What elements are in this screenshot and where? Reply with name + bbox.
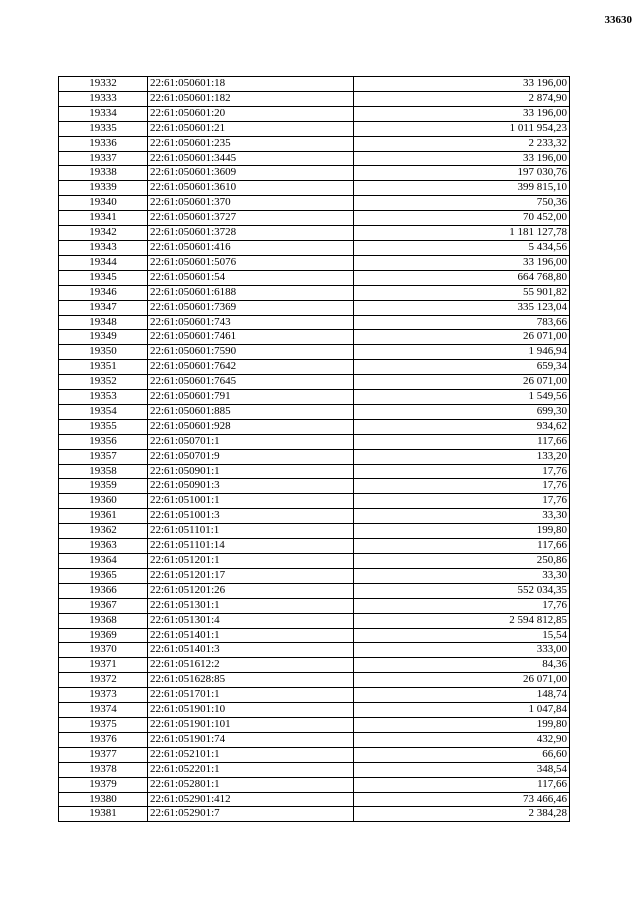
cadastral-number-cell: 22:61:052901:412	[148, 792, 354, 807]
table-row	[59, 688, 570, 703]
value-cell: 66,60	[354, 747, 570, 762]
value-cell: 250,86	[354, 554, 570, 569]
cadastral-number-cell: 22:61:050601:370	[148, 196, 354, 211]
cadastral-number-cell: 22:61:050701:1	[148, 434, 354, 449]
row-number-cell: 19334	[59, 106, 148, 121]
table-row	[59, 524, 570, 539]
cadastral-value-table	[58, 76, 570, 822]
value-cell: 17,76	[354, 464, 570, 479]
cadastral-number-cell: 22:61:051401:3	[148, 643, 354, 658]
value-cell: 148,74	[354, 688, 570, 703]
value-cell: 73 466,46	[354, 792, 570, 807]
value-cell: 117,66	[354, 434, 570, 449]
value-cell: 348,54	[354, 762, 570, 777]
row-number-cell: 19374	[59, 703, 148, 718]
cadastral-number-cell: 22:61:052801:1	[148, 777, 354, 792]
cadastral-number-cell: 22:61:050601:743	[148, 315, 354, 330]
table-row	[59, 807, 570, 822]
cadastral-number-cell: 22:61:051001:3	[148, 509, 354, 524]
row-number-cell: 19350	[59, 345, 148, 360]
cadastral-number-cell: 22:61:051901:101	[148, 717, 354, 732]
row-number-cell: 19333	[59, 91, 148, 106]
row-number-cell: 19369	[59, 628, 148, 643]
value-cell: 17,76	[354, 598, 570, 613]
value-cell: 17,76	[354, 494, 570, 509]
table-row	[59, 360, 570, 375]
value-cell: 934,62	[354, 419, 570, 434]
table-row	[59, 673, 570, 688]
table-row	[59, 509, 570, 524]
cadastral-number-cell: 22:61:050601:235	[148, 136, 354, 151]
table-row	[59, 151, 570, 166]
table-row	[59, 106, 570, 121]
row-number-cell: 19339	[59, 181, 148, 196]
row-number-cell: 19347	[59, 300, 148, 315]
value-cell: 15,54	[354, 628, 570, 643]
row-number-cell: 19348	[59, 315, 148, 330]
table-row	[59, 270, 570, 285]
row-number-cell: 19373	[59, 688, 148, 703]
table-row	[59, 628, 570, 643]
table-row	[59, 703, 570, 718]
table-row	[59, 777, 570, 792]
value-cell: 33 196,00	[354, 77, 570, 92]
cadastral-number-cell: 22:61:050601:3609	[148, 166, 354, 181]
cadastral-number-cell: 22:61:051901:74	[148, 732, 354, 747]
cadastral-number-cell: 22:61:052201:1	[148, 762, 354, 777]
row-number-cell: 19336	[59, 136, 148, 151]
cadastral-number-cell: 22:61:051301:1	[148, 598, 354, 613]
cadastral-number-cell: 22:61:050601:3727	[148, 211, 354, 226]
value-cell: 664 768,80	[354, 270, 570, 285]
table-row	[59, 717, 570, 732]
row-number-cell: 19380	[59, 792, 148, 807]
value-cell: 33 196,00	[354, 106, 570, 121]
value-cell: 33,30	[354, 568, 570, 583]
cadastral-number-cell: 22:61:050601:182	[148, 91, 354, 106]
cadastral-number-cell: 22:61:050601:5076	[148, 255, 354, 270]
table-row	[59, 494, 570, 509]
value-cell: 1 549,56	[354, 390, 570, 405]
value-cell: 2 594 812,85	[354, 613, 570, 628]
table-row	[59, 747, 570, 762]
row-number-cell: 19364	[59, 554, 148, 569]
value-cell: 1 011 954,23	[354, 121, 570, 136]
value-cell: 783,66	[354, 315, 570, 330]
row-number-cell: 19335	[59, 121, 148, 136]
table-row	[59, 404, 570, 419]
table-row	[59, 434, 570, 449]
table-row	[59, 643, 570, 658]
row-number-cell: 19353	[59, 390, 148, 405]
row-number-cell: 19346	[59, 285, 148, 300]
table-row	[59, 121, 570, 136]
table-row	[59, 613, 570, 628]
cadastral-number-cell: 22:61:050601:7369	[148, 300, 354, 315]
table-row	[59, 166, 570, 181]
table-row	[59, 315, 570, 330]
table-row	[59, 285, 570, 300]
value-cell: 1 181 127,78	[354, 226, 570, 241]
table-row	[59, 181, 570, 196]
cadastral-number-cell: 22:61:050601:7461	[148, 330, 354, 345]
row-number-cell: 19366	[59, 583, 148, 598]
value-cell: 55 901,82	[354, 285, 570, 300]
value-cell: 26 071,00	[354, 673, 570, 688]
cadastral-number-cell: 22:61:051101:14	[148, 539, 354, 554]
value-cell: 33 196,00	[354, 255, 570, 270]
row-number-cell: 19355	[59, 419, 148, 434]
table-row	[59, 568, 570, 583]
row-number-cell: 19379	[59, 777, 148, 792]
table-row	[59, 375, 570, 390]
value-cell: 399 815,10	[354, 181, 570, 196]
row-number-cell: 19378	[59, 762, 148, 777]
cadastral-number-cell: 22:61:050601:3610	[148, 181, 354, 196]
value-cell: 552 034,35	[354, 583, 570, 598]
table-row	[59, 464, 570, 479]
value-cell: 335 123,04	[354, 300, 570, 315]
row-number-cell: 19343	[59, 240, 148, 255]
table-row	[59, 583, 570, 598]
value-cell: 26 071,00	[354, 375, 570, 390]
cadastral-number-cell: 22:61:051201:1	[148, 554, 354, 569]
value-cell: 26 071,00	[354, 330, 570, 345]
row-number-cell: 19370	[59, 643, 148, 658]
row-number-cell: 19356	[59, 434, 148, 449]
cadastral-number-cell: 22:61:051401:1	[148, 628, 354, 643]
cadastral-number-cell: 22:61:051001:1	[148, 494, 354, 509]
row-number-cell: 19362	[59, 524, 148, 539]
row-number-cell: 19354	[59, 404, 148, 419]
table-row	[59, 196, 570, 211]
table-row	[59, 240, 570, 255]
row-number-cell: 19340	[59, 196, 148, 211]
table-row	[59, 539, 570, 554]
table-row	[59, 390, 570, 405]
table-row	[59, 658, 570, 673]
table-row	[59, 762, 570, 777]
value-cell: 432,90	[354, 732, 570, 747]
table-row	[59, 479, 570, 494]
table-row	[59, 554, 570, 569]
row-number-cell: 19342	[59, 226, 148, 241]
cadastral-number-cell: 22:61:050601:6188	[148, 285, 354, 300]
cadastral-number-cell: 22:61:050601:7590	[148, 345, 354, 360]
value-cell: 699,30	[354, 404, 570, 419]
cadastral-number-cell: 22:61:051101:1	[148, 524, 354, 539]
table-row	[59, 792, 570, 807]
row-number-cell: 19360	[59, 494, 148, 509]
cadastral-number-cell: 22:61:050601:21	[148, 121, 354, 136]
table-row	[59, 211, 570, 226]
table-row	[59, 226, 570, 241]
table-row	[59, 449, 570, 464]
table-row	[59, 255, 570, 270]
cadastral-number-cell: 22:61:050601:7645	[148, 375, 354, 390]
value-cell: 199,80	[354, 717, 570, 732]
cadastral-number-cell: 22:61:050601:791	[148, 390, 354, 405]
value-cell: 1 047,84	[354, 703, 570, 718]
value-cell: 117,66	[354, 777, 570, 792]
row-number-cell: 19365	[59, 568, 148, 583]
table-row	[59, 300, 570, 315]
cadastral-number-cell: 22:61:050601:416	[148, 240, 354, 255]
row-number-cell: 19338	[59, 166, 148, 181]
table-body	[59, 77, 570, 822]
cadastral-number-cell: 22:61:051201:17	[148, 568, 354, 583]
value-cell: 750,36	[354, 196, 570, 211]
value-cell: 197 030,76	[354, 166, 570, 181]
cadastral-number-cell: 22:61:051701:1	[148, 688, 354, 703]
value-cell: 1 946,94	[354, 345, 570, 360]
value-cell: 2 233,32	[354, 136, 570, 151]
cadastral-number-cell: 22:61:051201:26	[148, 583, 354, 598]
cadastral-number-cell: 22:61:050601:20	[148, 106, 354, 121]
value-cell: 117,66	[354, 539, 570, 554]
table-row	[59, 345, 570, 360]
value-cell: 333,00	[354, 643, 570, 658]
row-number-cell: 19363	[59, 539, 148, 554]
cadastral-number-cell: 22:61:050701:9	[148, 449, 354, 464]
row-number-cell: 19377	[59, 747, 148, 762]
cadastral-number-cell: 22:61:051612:2	[148, 658, 354, 673]
cadastral-number-cell: 22:61:050901:3	[148, 479, 354, 494]
table-row	[59, 330, 570, 345]
row-number-cell: 19345	[59, 270, 148, 285]
value-cell: 70 452,00	[354, 211, 570, 226]
row-number-cell: 19357	[59, 449, 148, 464]
table-row	[59, 732, 570, 747]
row-number-cell: 19341	[59, 211, 148, 226]
value-cell: 133,20	[354, 449, 570, 464]
cadastral-number-cell: 22:61:050601:928	[148, 419, 354, 434]
value-cell: 199,80	[354, 524, 570, 539]
cadastral-number-cell: 22:61:052901:7	[148, 807, 354, 822]
row-number-cell: 19371	[59, 658, 148, 673]
value-cell: 2 874,90	[354, 91, 570, 106]
row-number-cell: 19344	[59, 255, 148, 270]
row-number-cell: 19372	[59, 673, 148, 688]
row-number-cell: 19351	[59, 360, 148, 375]
table-row	[59, 91, 570, 106]
row-number-cell: 19359	[59, 479, 148, 494]
cadastral-number-cell: 22:61:050601:18	[148, 77, 354, 92]
value-cell: 84,36	[354, 658, 570, 673]
table-row	[59, 598, 570, 613]
row-number-cell: 19381	[59, 807, 148, 822]
value-cell: 33,30	[354, 509, 570, 524]
page-number: 33630	[604, 14, 632, 26]
cadastral-number-cell: 22:61:050601:885	[148, 404, 354, 419]
table-row	[59, 136, 570, 151]
row-number-cell: 19358	[59, 464, 148, 479]
row-number-cell: 19349	[59, 330, 148, 345]
table-row	[59, 77, 570, 92]
value-cell: 2 384,28	[354, 807, 570, 822]
row-number-cell: 19367	[59, 598, 148, 613]
cadastral-number-cell: 22:61:050601:7642	[148, 360, 354, 375]
value-cell: 659,34	[354, 360, 570, 375]
cadastral-number-cell: 22:61:050601:54	[148, 270, 354, 285]
row-number-cell: 19352	[59, 375, 148, 390]
cadastral-number-cell: 22:61:051628:85	[148, 673, 354, 688]
value-cell: 5 434,56	[354, 240, 570, 255]
cadastral-number-cell: 22:61:050901:1	[148, 464, 354, 479]
value-cell: 17,76	[354, 479, 570, 494]
cadastral-number-cell: 22:61:050601:3728	[148, 226, 354, 241]
table-row	[59, 419, 570, 434]
cadastral-number-cell: 22:61:051301:4	[148, 613, 354, 628]
cadastral-number-cell: 22:61:051901:10	[148, 703, 354, 718]
cadastral-number-cell: 22:61:052101:1	[148, 747, 354, 762]
row-number-cell: 19376	[59, 732, 148, 747]
row-number-cell: 19375	[59, 717, 148, 732]
row-number-cell: 19361	[59, 509, 148, 524]
row-number-cell: 19368	[59, 613, 148, 628]
row-number-cell: 19332	[59, 77, 148, 92]
value-cell: 33 196,00	[354, 151, 570, 166]
cadastral-number-cell: 22:61:050601:3445	[148, 151, 354, 166]
row-number-cell: 19337	[59, 151, 148, 166]
